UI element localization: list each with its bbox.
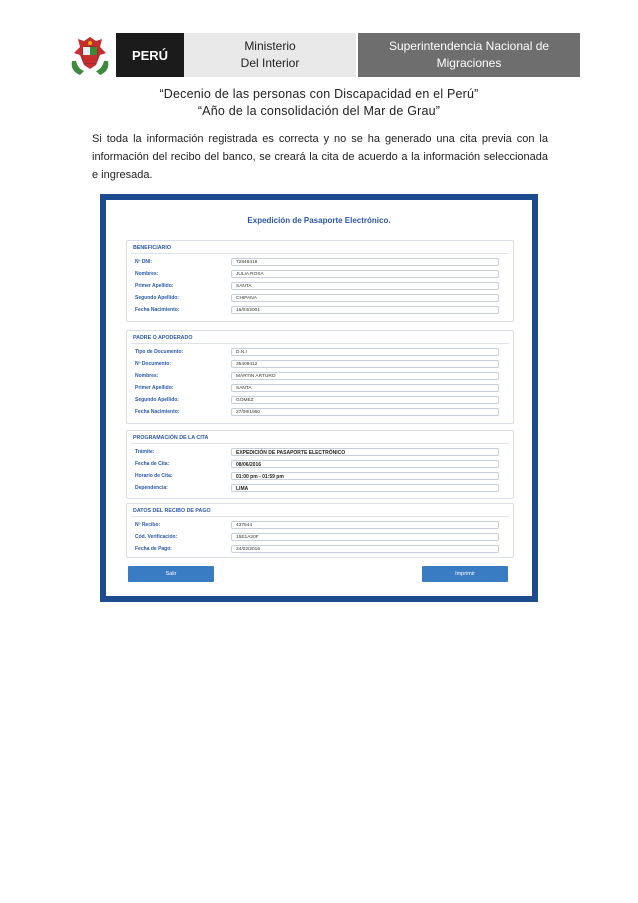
field-label: Nº Documento: (135, 361, 171, 367)
appointment-time-field[interactable]: 01:00 pm - 01:59 pm (231, 472, 499, 480)
guardian-section (126, 330, 514, 424)
form-body (106, 200, 532, 596)
payment-receipt-section (126, 503, 514, 558)
form-row (127, 384, 513, 394)
ministry-line-2: Del Interior (240, 56, 300, 70)
field-label: Fecha Nacimiento: (135, 307, 180, 313)
country-badge (116, 33, 184, 77)
field-label: Nombres: (135, 271, 159, 277)
exit-button[interactable]: Salir (128, 566, 214, 582)
slogan-line-1: “Decenio de las personas con Discapacidad en el Perú” (159, 87, 479, 101)
agency-box (358, 33, 580, 77)
appointment-date-field[interactable]: 08/06/2016 (231, 460, 499, 468)
form-row (127, 258, 513, 268)
names-field[interactable]: JULIA ROSA (231, 270, 499, 278)
field-label: Fecha de Pago: (135, 546, 172, 552)
guardian-second-surname-field[interactable]: GOMEZ (231, 396, 499, 404)
instruction-paragraph: Si toda la información registrada es correcta y no se ha generado una cita previa con la información del recibo del banco, se creará la cita de acuerdo a la información seleccionada e ingresada. (92, 133, 548, 181)
form-row (127, 294, 513, 304)
guardian-birth-date-field[interactable]: 27/08/1960 (231, 408, 499, 416)
field-label: Trámite: (135, 449, 155, 455)
section-divider (131, 516, 509, 517)
field-label: Nº Recibo: (135, 522, 161, 528)
field-label: Tipo de Documento: (135, 349, 184, 355)
form-row (127, 521, 513, 531)
form-row (127, 282, 513, 292)
field-label: Dependencia: (135, 485, 168, 491)
ministry-box (184, 33, 357, 77)
guardian-first-surname-field[interactable]: SANTA (231, 384, 499, 392)
dni-field[interactable]: 72848418 (231, 258, 499, 266)
field-label: Primer Apellido: (135, 385, 174, 391)
field-label: Segundo Apellido: (135, 295, 179, 301)
slogan-line-2: “Año de la consolidación del Mar de Grau” (197, 104, 441, 118)
section-heading: DATOS DEL RECIBO DE PAGO (133, 508, 211, 514)
form-row (127, 306, 513, 316)
appointment-section (126, 430, 514, 499)
first-surname-field[interactable]: SANTA (231, 282, 499, 290)
form-row (127, 448, 513, 458)
form-title: Expedición de Pasaporte Electrónico. (247, 216, 391, 225)
form-row (127, 408, 513, 418)
second-surname-field[interactable]: CHIPANA (231, 294, 499, 302)
form-row (127, 372, 513, 382)
section-heading: PROGRAMACIÓN DE LA CITA (133, 435, 209, 441)
agency-line-1: Superintendencia Nacional de (388, 39, 550, 53)
official-slogans (0, 86, 638, 120)
form-row (127, 484, 513, 494)
document-type-field[interactable]: D.N.I (231, 348, 499, 356)
section-divider (131, 343, 509, 344)
document-number-field[interactable]: 35409412 (231, 360, 499, 368)
form-row (127, 460, 513, 470)
procedure-field[interactable]: EXPEDICIÓN DE PASAPORTE ELECTRÓNICO (231, 448, 499, 456)
form-row (127, 396, 513, 406)
section-heading: PADRE O APODERADO (133, 335, 193, 341)
section-divider (131, 443, 509, 444)
field-label: Nº DNI: (135, 259, 153, 265)
form-row (127, 270, 513, 280)
form-row (127, 360, 513, 370)
agency-line-2: Migraciones (436, 56, 502, 70)
ministry-line-1: Ministerio (244, 39, 296, 53)
coat-of-arms-icon (66, 35, 114, 77)
form-row (127, 348, 513, 358)
verification-code-field[interactable]: 15E1A20F (231, 533, 499, 541)
receipt-number-field[interactable]: 437544 (231, 521, 499, 529)
section-divider (131, 253, 509, 254)
field-label: Fecha de Cita: (135, 461, 170, 467)
field-label: Fecha Nacimiento: (135, 409, 180, 415)
ministry-header (66, 33, 580, 77)
passport-form-panel (100, 194, 538, 602)
form-row (127, 533, 513, 543)
country-label: PERÚ (131, 47, 169, 63)
beneficiary-section (126, 240, 514, 322)
field-label: Cód. Verificación: (135, 534, 178, 540)
payment-date-field[interactable]: 24/02/2016 (231, 545, 499, 553)
print-button[interactable]: Imprimir (422, 566, 508, 582)
birth-date-field[interactable]: 16/03/2001 (231, 306, 499, 314)
field-label: Primer Apellido: (135, 283, 174, 289)
form-row (127, 472, 513, 482)
field-label: Nombres: (135, 373, 159, 379)
section-heading: BENEFICIARIO (133, 245, 171, 251)
guardian-names-field[interactable]: MARTIN ARTURO (231, 372, 499, 380)
form-row (127, 545, 513, 555)
field-label: Horario de Cita: (135, 473, 173, 479)
field-label: Segundo Apellido: (135, 397, 179, 403)
office-field[interactable]: LIMA (231, 484, 499, 492)
